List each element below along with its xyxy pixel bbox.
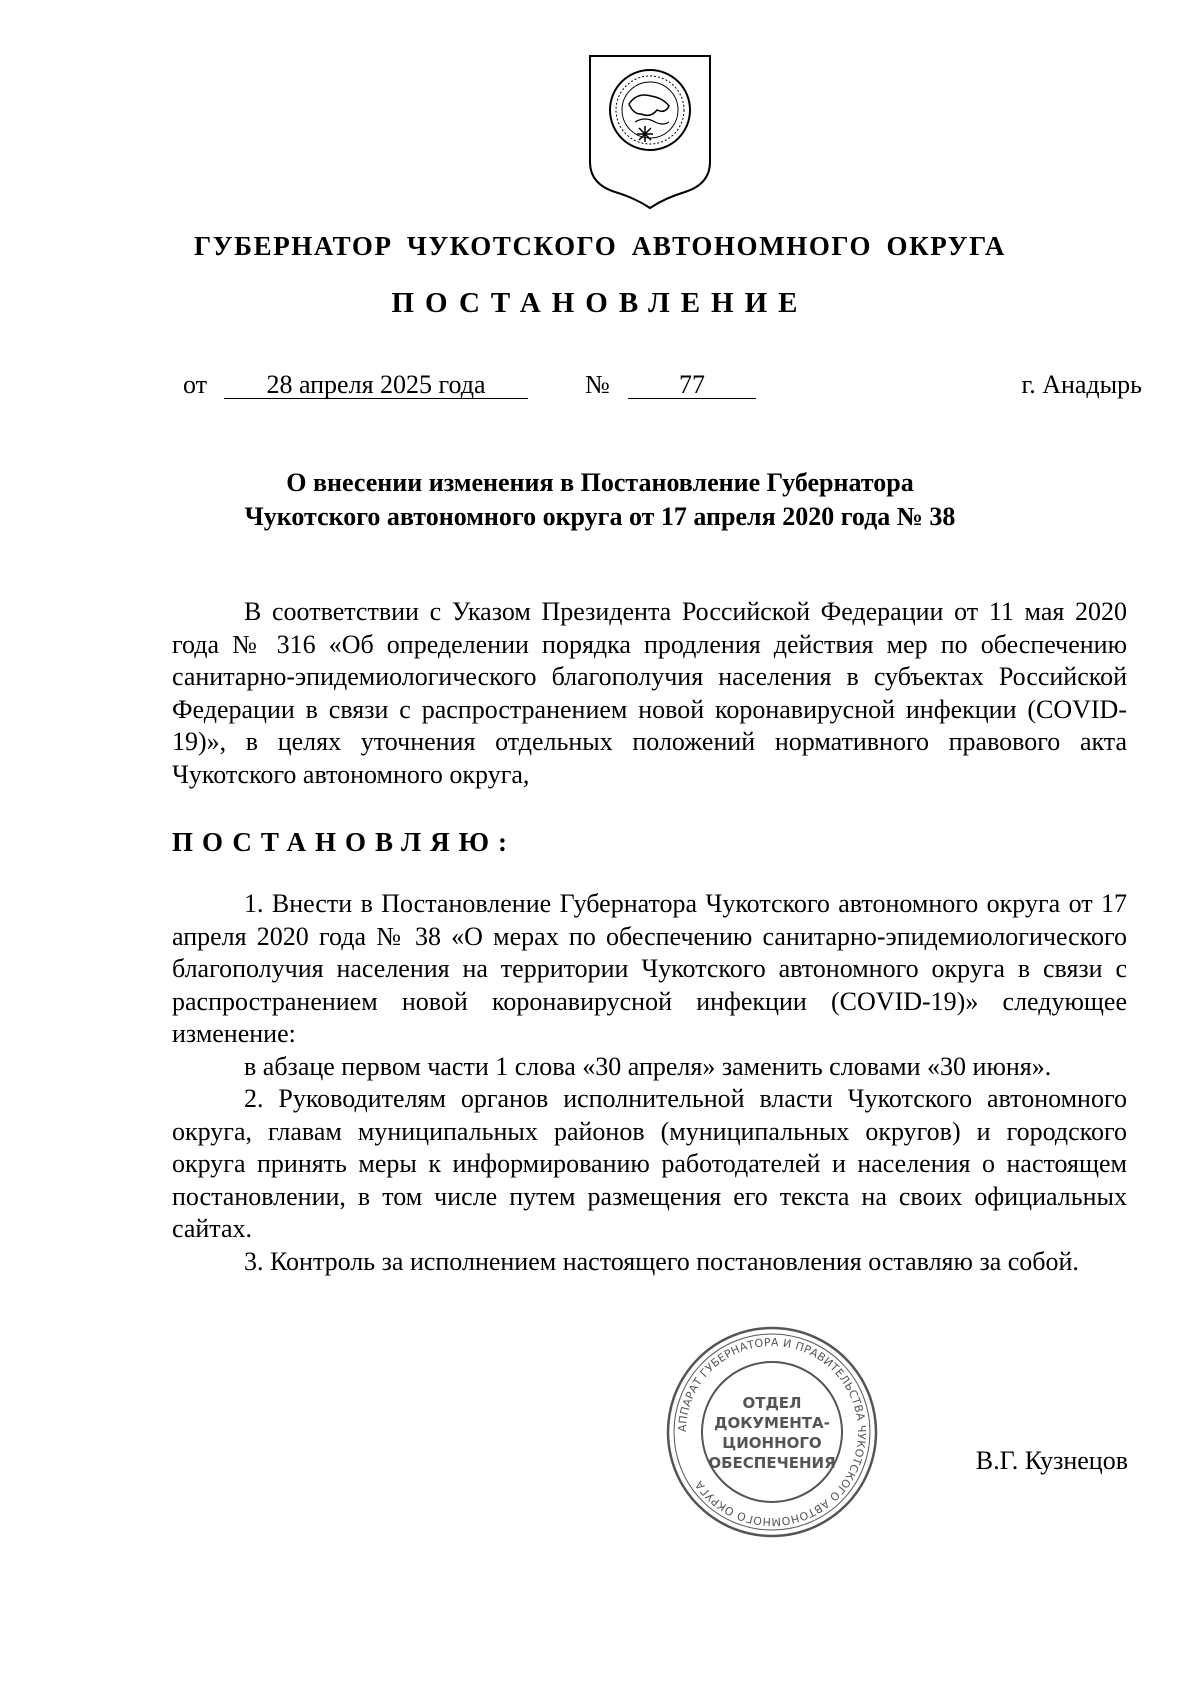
seal-center-line: ОТДЕЛ [742, 1394, 802, 1412]
document-title-line: Чукотского автономного округа от 17 апреля 2020 года № 38 [244, 502, 956, 531]
signatory-name: В.Г. Кузнецов [975, 1446, 1128, 1475]
seal-center-line: ДОКУМЕНТА- [714, 1414, 830, 1432]
document-date [224, 370, 528, 400]
document-title-line: О внесении изменения в Постановление Губернатора [286, 468, 914, 497]
document-number-value: 77 [628, 372, 756, 399]
coat-of-arms-icon [585, 52, 715, 210]
number-prefix: № [585, 370, 610, 399]
document-city: г. Анадырь [1021, 370, 1142, 399]
official-seal-icon [662, 1322, 882, 1542]
document-title [150, 466, 1050, 534]
resolution-item: 2. Руководителям органов исполнительной власти Чукотского автономного округа, главам муниципальных районов (муниципальных округов) и городского округа принять меры к информированию работодателей и населения о настоящем постановлении, в том числе путем размещения его текста на своих официальных сайтах. [172, 1084, 1127, 1243]
document-type: ПОСТАНОВЛЕНИЕ [391, 287, 809, 319]
resolution-item: 3. Контроль за исполнением настоящего постановления оставляю за собой. [244, 1246, 1079, 1276]
issuing-authority: ГУБЕРНАТОР ЧУКОТСКОГО АВТОНОМНОГО ОКРУГА [193, 231, 1007, 261]
seal-center-line: ОБЕСПЕЧЕНИЯ [708, 1454, 836, 1472]
seal-center-line: ЦИОННОГО [722, 1434, 822, 1452]
svg-text:АППАРАТ ГУБЕРНАТОРА И ПРАВИТЕЛ [676, 1336, 868, 1528]
resolution-item: в абзаце первом части 1 слова «30 апреля» заменить словами «30 июня». [244, 1051, 1052, 1081]
date-prefix: от [183, 370, 208, 399]
resolve-heading: ПОСТАНОВЛЯЮ: [172, 827, 516, 857]
seal-ring-text: АППАРАТ ГУБЕРНАТОРА И ПРАВИТЕЛЬСТВА ЧУКОТСКОГО АВТОНОМНОГО ОКРУГА [675, 1335, 869, 1529]
preamble [172, 596, 1127, 791]
document-date-value: 28 апреля 2025 года [224, 372, 528, 399]
preamble-paragraph: В соответствии с Указом Президента Российской Федерации от 11 мая 2020 года № 316 «Об определении порядка продления действия мер по обеспечению санитарно-эпидемиологического благополучия населения в субъектах Российской Федерации в связи с распространением новой коронавирусной инфекции (COVID-19)», в целях уточнения отдельных положений нормативного правового акта Чукотского автономного округа, [172, 597, 1127, 789]
resolution-item: 1. Внести в Постановление Губернатора Чукотского автономного округа от 17 апреля 2020 года № 38 «О мерах по обеспечению санитарно-эпидемиологического благополучия населения на территории Чукотского автономного округа в связи с распространением новой коронавирусной инфекции (COVID-19)» следующее изменение: [172, 889, 1127, 1048]
document-number [628, 370, 756, 400]
resolution-items [172, 888, 1127, 1278]
